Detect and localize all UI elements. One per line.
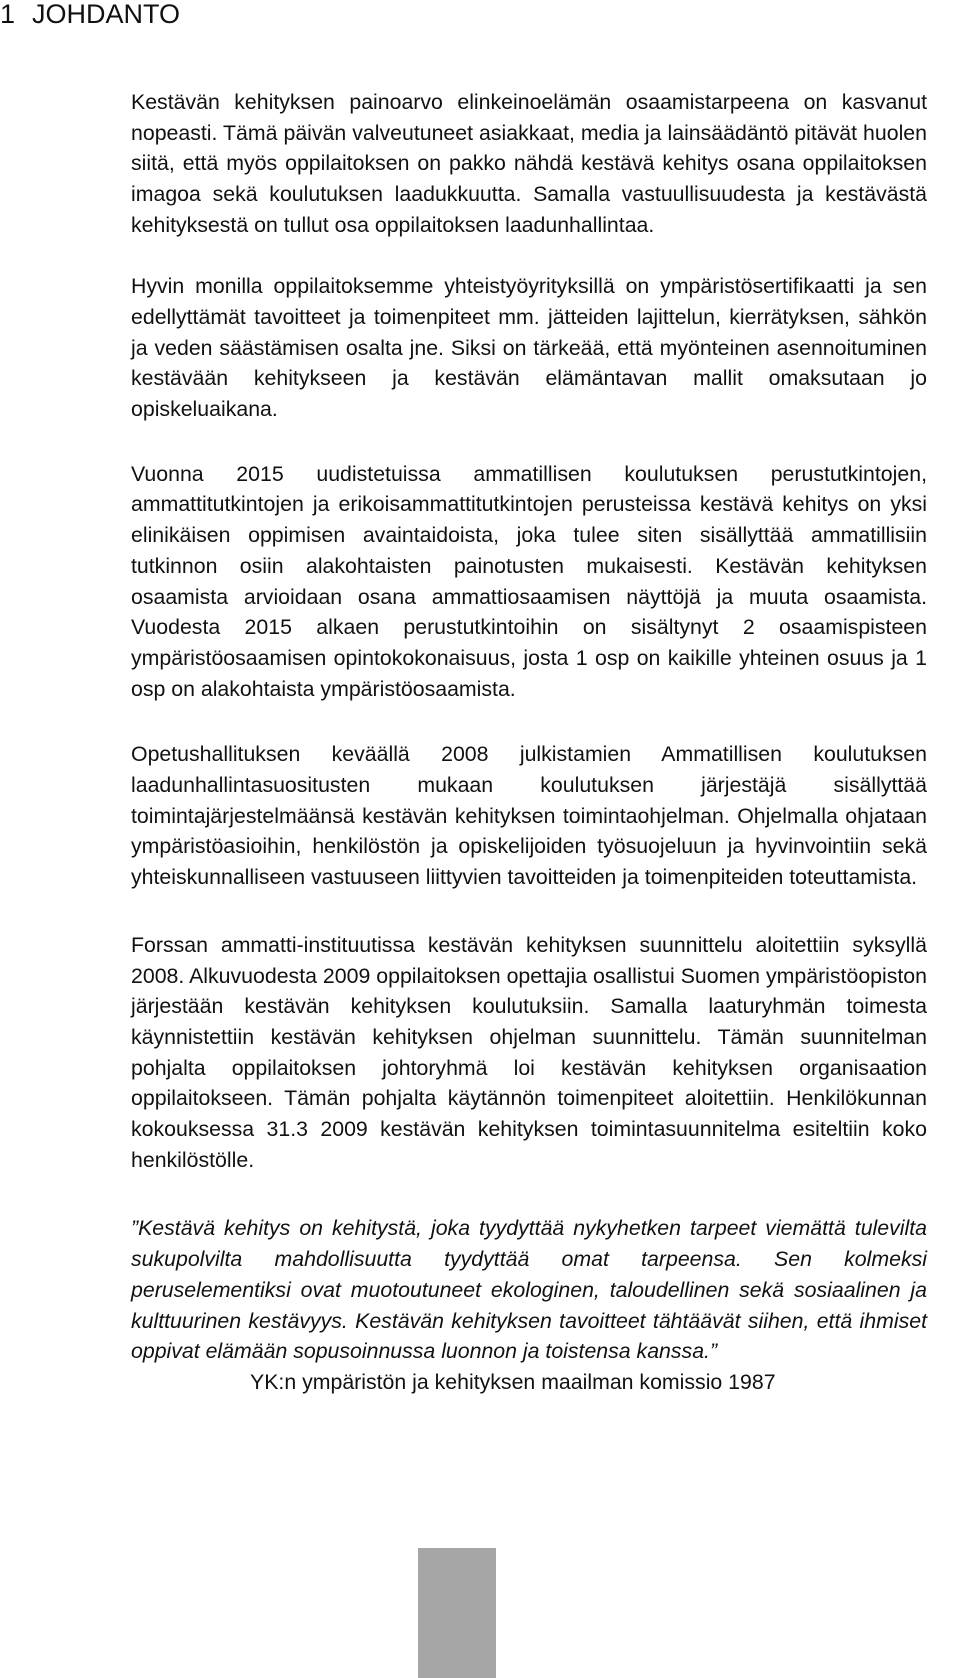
paragraph-1: Kestävän kehityksen painoarvo elinkeinoelämän osaamistarpeena on kasvanut nopeasti. Tämä päivän valveutuneet asiakkaat, media ja lainsäädäntö pitävät huolen siitä, että myös oppilaitoksen on pakko nähdä kestävä kehitys osana oppilaitoksen imagoa sekä koulutuksen laadukkuutta. Samalla vastuullisuudesta ja kestävästä kehityksestä on tullut osa oppilaitoksen laadunhallintaa. <box>131 90 927 237</box>
chapter-heading <box>0 0 180 32</box>
paragraph-5: Forssan ammatti-instituutissa kestävän kehityksen suunnittelu aloitettiin syksyllä 2008. Alkuvuodesta 2009 oppilaitoksen opettajia osallistui Suomen ympäristöopiston järjestään kestävän kehityksen koulutuksiin. Samalla laaturyhmän toimesta käynnistettiin kestävän kehityksen ohjelman suunnittelu. Tämän suunnitelman pohjalta oppilaitoksen johtoryhmä loi kestävän kehityksen organisaation oppilaitokseen. Tämän pohjalta käytännön toimenpiteet aloitettiin. Henkilökunnan kokouksessa 31.3 2009 kestävän kehityksen toimintasuunnitelma esiteltiin koko henkilöstölle. <box>131 932 927 1172</box>
paragraph-3: Vuonna 2015 uudistetuissa ammatillisen koulutuksen perustutkintojen, ammattitutkintojen ja erikoisammattitutkintojen perusteissa kestävä kehitys on yksi elinikäisen oppimisen avaintaidoista, joka tulee siten sisällyttää ammatillisiin tutkinnon osiin alakohtaisten painotusten mukaisesti. Kestävän kehityksen osaamista arvioidaan osana ammattiosaamisen näyttöjä ja muuta osaamista. Vuodesta 2015 alkaen perustutkintoihin on sisältynyt 2 osaamispisteen ympäristöosaamisen opintokokonaisuus, josta 1 osp on kaikille yhteinen osuus ja 1 osp on alakohtaista ympäristöosaamista. <box>131 461 927 701</box>
quote-attribution: YK:n ympäristön ja kehityksen maailman komissio 1987 <box>250 1370 776 1394</box>
paragraph-4: Opetushallituksen keväällä 2008 julkistamien Ammatillisen koulutuksen laadunhallintasuositusten mukaan koulutuksen järjestäjä sisällyttää toimintajärjestelmäänsä kestävän kehityksen toimintaohjelman. Ohjelmalla ohjataan ympäristöasioihin, henkilöstön ja opiskelijoiden työsuojeluun ja hyvinvointiin sekä yhteiskunnalliseen vastuuseen liittyvien tavoitteiden ja toimenpiteiden toteuttamista. <box>131 742 927 890</box>
page-footer-block <box>418 1548 496 1678</box>
chapter-number: 1 <box>0 0 16 29</box>
definition-quote: ”Kestävä kehitys on kehitystä, joka tyydyttää nykyhetken tarpeet viemättä tulevilta sukupolvilta mahdollisuutta tyydyttää omat tarpeensa. Sen kolmeksi peruselementiksi ovat muotoutuneet ekologinen, taloudellinen sekä sosiaalinen ja kulttuurinen kestävyys. Kestävän kehityksen tavoitteet tähtäävät siihen, että ihmiset oppivat elämään sopusoinnussa luonnon ja toistensa kanssa.” <box>131 1216 927 1364</box>
paragraph-2: Hyvin monilla oppilaitoksemme yhteistyöyrityksillä on ympäristösertifikaatti ja sen edellyttämät tavoitteet ja toimenpiteet mm. jätteiden lajittelun, kierrätyksen, sähkön ja veden säästämisen osalta jne. Siksi on tärkeää, että myönteinen asennoituminen kestävään kehitykseen ja kestävän elämäntavan mallit omaksutaan jo opiskeluaikana. <box>131 274 927 422</box>
chapter-title: JOHDANTO <box>32 0 181 29</box>
document-body <box>131 87 927 1398</box>
